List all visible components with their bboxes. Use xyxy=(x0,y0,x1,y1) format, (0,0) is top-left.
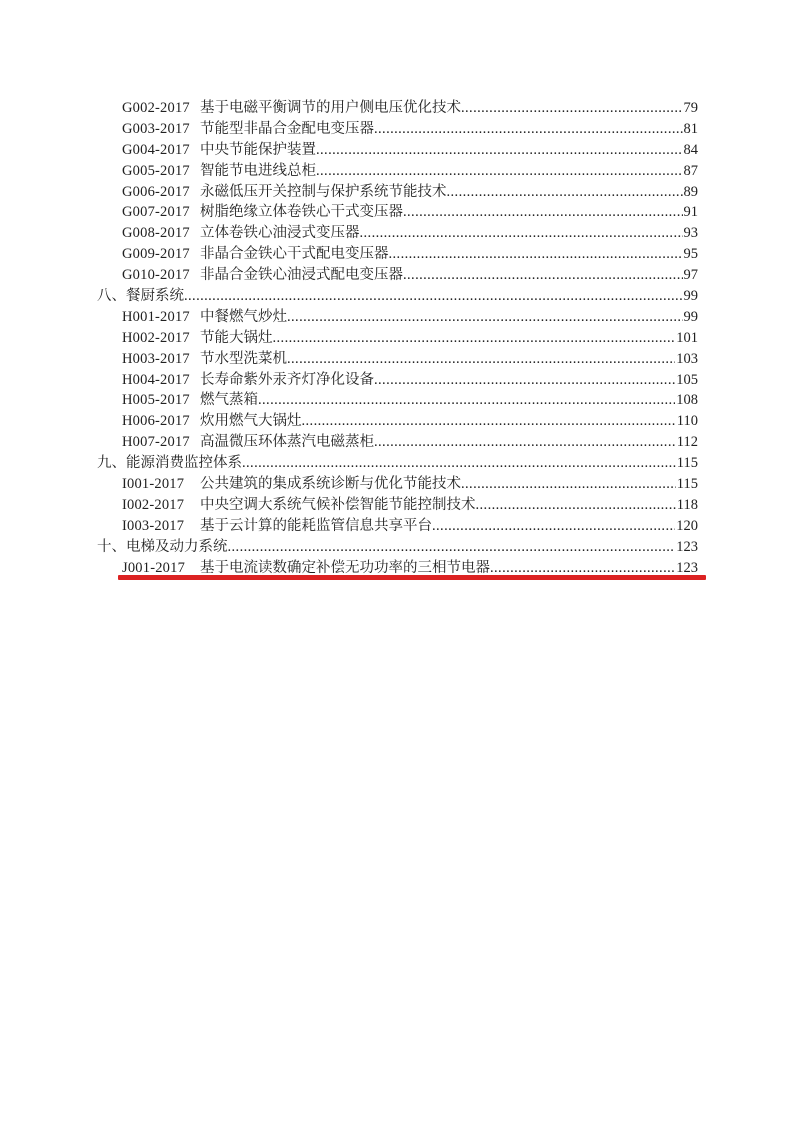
section-page-number: 123 xyxy=(676,538,698,555)
entry-code: G003-2017 xyxy=(122,120,190,137)
entry-page-number: 93 xyxy=(683,225,698,242)
entry-title: 长寿命紫外汞齐灯净化设备 xyxy=(200,371,374,388)
highlight-underline xyxy=(118,575,706,580)
entry-page-number: 112 xyxy=(676,434,698,451)
entry-title: 基于电磁平衡调节的用户侧电压优化技术 xyxy=(200,100,461,116)
entry-page-number: 118 xyxy=(676,496,698,513)
toc-section xyxy=(97,286,698,307)
dot-leader xyxy=(258,390,675,411)
entry-page-number: 115 xyxy=(676,476,698,493)
dot-leader xyxy=(184,286,683,307)
toc-entry xyxy=(97,265,698,286)
entry-title: 非晶合金铁心油浸式配电变压器 xyxy=(200,267,403,284)
entry-title: 非晶合金铁心干式配电变压器 xyxy=(200,246,389,263)
section-page-number: 115 xyxy=(676,455,698,472)
entry-code: J001-2017 xyxy=(122,559,186,576)
toc-entry xyxy=(97,119,698,140)
entry-title: 中餐燃气炒灶 xyxy=(200,308,287,325)
entry-title: 基于云计算的能耗监管信息共享平台 xyxy=(200,517,432,534)
entry-title: 中央空调大系统气候补偿智能节能控制技术 xyxy=(200,496,476,513)
entry-title: 节水型洗菜机 xyxy=(200,350,287,367)
toc-entry xyxy=(97,558,698,579)
entry-page-number: 84 xyxy=(683,141,698,158)
entry-code: G002-2017 xyxy=(122,100,190,116)
toc-entry xyxy=(97,202,698,223)
entry-code: G005-2017 xyxy=(122,162,190,179)
entry-code: H007-2017 xyxy=(122,434,190,451)
dot-leader xyxy=(242,453,676,474)
entry-code: G004-2017 xyxy=(122,141,190,158)
dot-leader xyxy=(316,161,683,182)
dot-leader xyxy=(374,432,676,453)
entry-page-number: 120 xyxy=(676,517,698,534)
toc-entry xyxy=(97,182,698,203)
entry-page-number: 105 xyxy=(676,371,698,388)
toc-section xyxy=(97,453,698,474)
dot-leader xyxy=(476,495,676,516)
entry-page-number: 95 xyxy=(683,246,698,263)
entry-page-number: 89 xyxy=(683,183,698,200)
entry-title: 高温微压环体蒸汽电磁蒸柜 xyxy=(200,434,374,451)
toc-entry xyxy=(97,516,698,537)
toc-entry xyxy=(97,140,698,161)
entry-page-number: 101 xyxy=(676,329,698,346)
dot-leader xyxy=(389,244,683,265)
dot-leader xyxy=(273,328,676,349)
entry-page-number: 79 xyxy=(683,100,698,116)
entry-title: 永磁低压开关控制与保护系统节能技术 xyxy=(200,183,447,200)
toc-entry xyxy=(97,370,698,391)
dot-leader xyxy=(447,182,683,203)
toc-entry xyxy=(97,349,698,370)
entry-page-number: 108 xyxy=(676,392,698,409)
entry-title: 炊用燃气大锅灶 xyxy=(200,413,302,430)
entry-page-number: 87 xyxy=(683,162,698,179)
toc-entry xyxy=(97,328,698,349)
dot-leader xyxy=(432,516,675,537)
entry-code: H005-2017 xyxy=(122,392,190,409)
entry-title: 节能大锅灶 xyxy=(200,329,273,346)
dot-leader xyxy=(403,202,683,223)
entry-page-number: 123 xyxy=(676,559,698,576)
toc-section xyxy=(97,537,698,558)
dot-leader xyxy=(287,349,675,370)
section-label: 十、电梯及动力系统 xyxy=(97,538,228,555)
toc-entry xyxy=(97,244,698,265)
entry-code: G006-2017 xyxy=(122,183,190,200)
toc-entry xyxy=(97,390,698,411)
toc-entry xyxy=(97,307,698,328)
entry-title: 立体卷铁心油浸式变压器 xyxy=(200,225,360,242)
dot-leader xyxy=(374,119,683,140)
section-page-number: 99 xyxy=(683,288,698,305)
entry-code: G008-2017 xyxy=(122,225,190,242)
entry-code: G007-2017 xyxy=(122,204,190,221)
entry-page-number: 97 xyxy=(683,267,698,284)
entry-code: H001-2017 xyxy=(122,308,190,325)
section-label: 九、能源消费监控体系 xyxy=(97,455,242,472)
entry-page-number: 103 xyxy=(676,350,698,367)
entry-title: 节能型非晶合金配电变压器 xyxy=(200,120,374,137)
dot-leader xyxy=(374,370,675,391)
entry-page-number: 81 xyxy=(683,120,698,137)
entry-code: G009-2017 xyxy=(122,246,190,263)
entry-code: H003-2017 xyxy=(122,350,190,367)
entry-code: H006-2017 xyxy=(122,413,190,430)
entry-title: 树脂绝缘立体卷铁心干式变压器 xyxy=(200,204,403,221)
toc-entry xyxy=(97,223,698,244)
dot-leader xyxy=(302,411,676,432)
toc-entry xyxy=(97,411,698,432)
entry-code: H002-2017 xyxy=(122,329,190,346)
section-label: 八、餐厨系统 xyxy=(97,288,184,305)
entry-code: I001-2017 xyxy=(122,476,185,493)
dot-leader xyxy=(287,307,683,328)
dot-leader xyxy=(461,474,676,495)
entry-code: G010-2017 xyxy=(122,267,190,284)
toc-entry xyxy=(97,98,698,119)
entry-code: H004-2017 xyxy=(122,371,190,388)
dot-leader xyxy=(316,140,683,161)
entry-title: 公共建筑的集成系统诊断与优化节能技术 xyxy=(200,476,461,493)
dot-leader xyxy=(461,98,683,119)
entry-title: 基于电流读数确定补偿无功功率的三相节电器 xyxy=(200,559,490,576)
entry-page-number: 99 xyxy=(683,308,698,325)
entry-code: I002-2017 xyxy=(122,496,185,513)
entry-title: 中央节能保护装置 xyxy=(200,141,316,158)
entry-page-number: 91 xyxy=(683,204,698,221)
entry-title: 燃气蒸箱 xyxy=(200,392,258,409)
toc-entry xyxy=(97,495,698,516)
entry-page-number: 110 xyxy=(676,413,698,430)
toc-entry xyxy=(97,474,698,495)
dot-leader xyxy=(360,223,683,244)
toc-entry xyxy=(97,432,698,453)
entry-code: I003-2017 xyxy=(122,517,185,534)
entry-title: 智能节电进线总柜 xyxy=(200,162,316,179)
toc-entry xyxy=(97,161,698,182)
toc xyxy=(97,98,698,578)
dot-leader xyxy=(403,265,683,286)
dot-leader xyxy=(228,537,676,558)
